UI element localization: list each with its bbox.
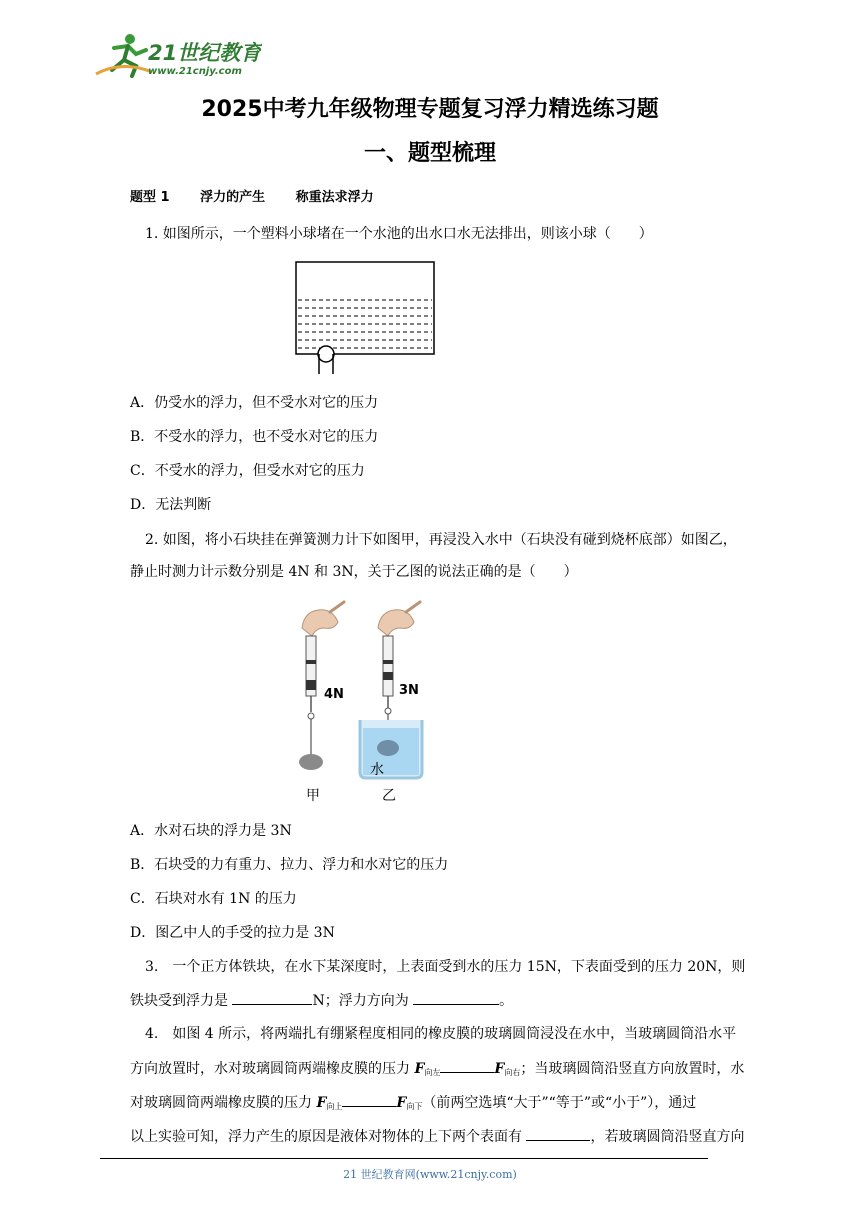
subscript-up: 向上: [326, 1102, 343, 1111]
reading-a: 4N: [324, 687, 344, 702]
q4-text: 以上实验可知，浮力产生的原因是液体对物体的上下两个表面有: [130, 1129, 527, 1145]
logo-brand: 21世纪教育: [148, 41, 262, 65]
q3-blank-force[interactable]: [232, 990, 312, 1005]
q1-option-a: A．仍受水的浮力，但不受水对它的压力: [130, 395, 379, 411]
q2-option-b: B．石块受的力有重力、拉力、浮力和水对它的压力: [130, 857, 449, 873]
logo: [92, 30, 262, 80]
hand-icon: [378, 602, 420, 636]
figure-label-a: 甲: [306, 788, 320, 804]
f-symbol: F: [414, 1061, 425, 1077]
q3-blank-direction[interactable]: [413, 990, 499, 1005]
q3-text-a: 铁块受到浮力是: [130, 993, 233, 1009]
q3-line1: 3. 一个正方体铁块，在水下某深度时，上表面受到水的压力 15N，下表面受到的压力 20N，则: [145, 959, 746, 975]
q2-option-c: C．石块对水有 1N 的压力: [130, 891, 297, 907]
topic-name-1: 浮力的产生: [200, 190, 266, 205]
water-label: 水: [370, 762, 384, 778]
stone-b: [377, 740, 399, 756]
f-symbol: F: [316, 1095, 327, 1111]
q2-stem-line2: 静止时测力计示数分别是 4N 和 3N，关于乙图的说法正确的是（ ）: [130, 564, 578, 580]
q4-text: ，若玻璃圆筒沿竖直方向: [590, 1129, 745, 1145]
hand-icon: [302, 602, 344, 636]
q4-text: 方向放置时，水对玻璃圆筒两端橡皮膜的压力: [130, 1061, 415, 1077]
reading-b: 3N: [399, 683, 419, 698]
q4-text: ；当玻璃圆筒沿竖直方向放置时，水: [520, 1061, 745, 1077]
q4-line3: [130, 1092, 696, 1117]
topic-heading: [130, 186, 400, 205]
q3-text-c: 。: [499, 993, 514, 1009]
q4-line4: [130, 1126, 744, 1147]
subscript-left: 向左: [424, 1068, 441, 1077]
plastic-ball: [318, 346, 334, 362]
figure-label-b: 乙: [382, 788, 396, 804]
q1-stem: 1. 如图所示，一个塑料小球堵在一个水池的出水口水无法排出，则该小球（ ）: [145, 226, 653, 242]
q4-line1: 4. 如图 4 所示，将两端扎有绷紧程度相同的橡皮膜的玻璃圆筒浸没在水中，当玻璃圆筒沿水平: [145, 1026, 737, 1042]
q4-blank-3[interactable]: [526, 1126, 590, 1141]
q1-option-c: C．不受水的浮力，但受水对它的压力: [130, 463, 365, 479]
footer-rule: [100, 1158, 708, 1159]
q2-stem-line1: 2. 如图，将小石块挂在弹簧测力计下如图甲，再浸没入水中（石块没有碰到烧杯底部）如图乙，: [145, 532, 737, 548]
q4-line2: [130, 1058, 744, 1083]
logo-url: www.21cnjy.com: [148, 66, 242, 77]
q1-option-b: B．不受水的浮力，也不受水对它的压力: [130, 429, 379, 445]
section-title: 一、题型梳理: [363, 141, 496, 166]
q2-option-d: D．图乙中人的手受的拉力是 3N: [130, 925, 335, 941]
f-symbol: F: [494, 1061, 505, 1077]
q2-option-a: A．水对石块的浮力是 3N: [130, 823, 292, 839]
f-symbol: F: [396, 1095, 407, 1111]
q3-line2: [130, 990, 513, 1011]
q4-text: （前两空选填“大于”“等于”或“小于”），通过: [422, 1095, 697, 1111]
q4-blank-1[interactable]: [440, 1058, 494, 1073]
subscript-right: 向右: [504, 1068, 521, 1077]
topic-name-2: 称重法求浮力: [295, 190, 374, 205]
q1-option-d: D．无法判断: [130, 497, 212, 513]
topic-label: 题型 1: [130, 190, 170, 205]
document-title: 2025中考九年级物理专题复习浮力精选练习题: [201, 97, 659, 122]
q2-spring-scale-figure: [290, 598, 440, 808]
q1-pool-figure: [290, 258, 442, 376]
stone-a: [299, 754, 323, 770]
footer-link[interactable]: 21 世纪教育网(www.21cnjy.com): [343, 1168, 517, 1181]
q3-text-b: N；浮力方向为: [312, 993, 414, 1009]
q4-blank-2[interactable]: [342, 1092, 396, 1107]
runner-icon: [96, 34, 152, 76]
subscript-down: 向下: [406, 1102, 423, 1111]
q4-text: 对玻璃圆筒两端橡皮膜的压力: [130, 1095, 317, 1111]
